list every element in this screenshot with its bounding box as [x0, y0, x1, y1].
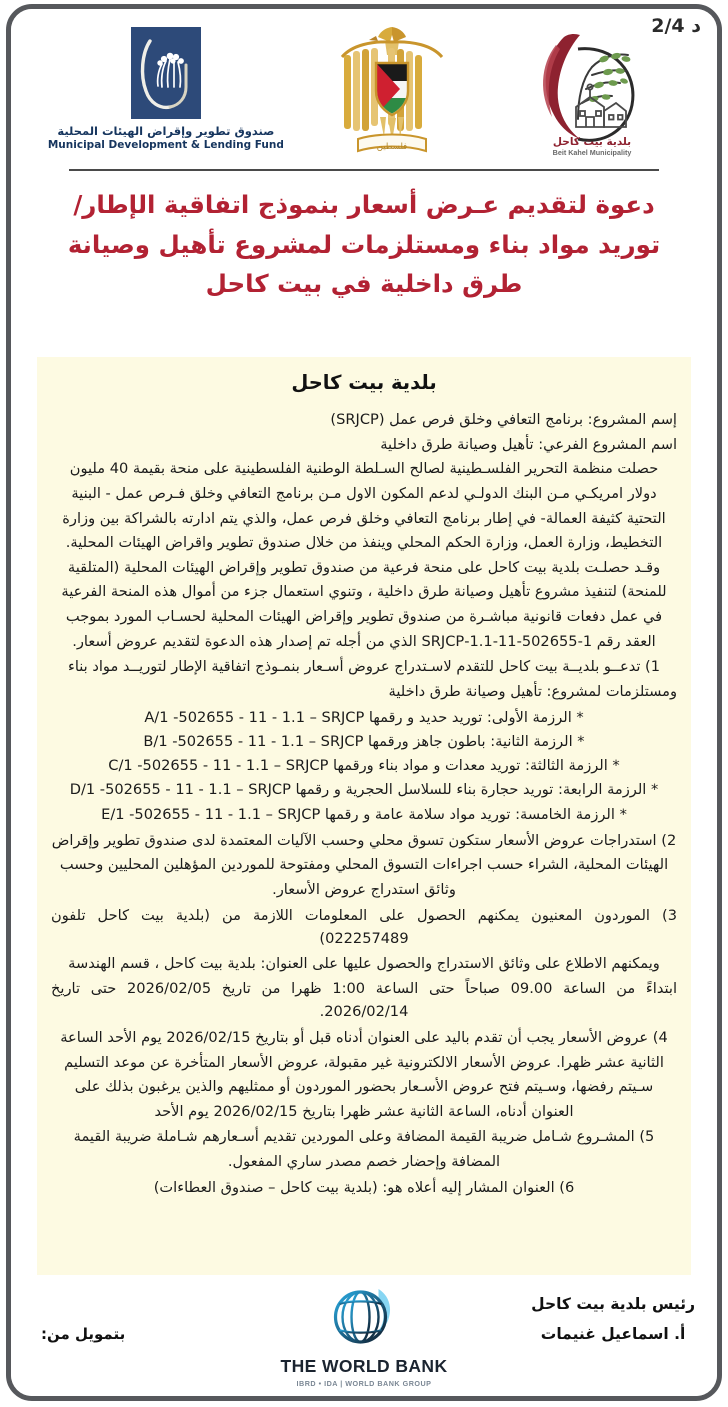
- municipality-logo-arabic: بلدية بيت كاحل: [552, 136, 631, 148]
- intro-line: التحتية كثيفة العمالة- في إطار برنامج التعافي وخلق فرص عمل، والذي يتم ادارته بالشراكة بين وزارة: [62, 509, 666, 527]
- municipality-logo: [502, 23, 677, 163]
- world-bank-subtitle: IBRD • IDA | WORLD BANK GROUP: [296, 1379, 432, 1388]
- intro-line: في عمل دفعات قانونية مباشـرة من صندوق تطوير وإقراض الهيئات المحلية لحسـاب المورد بموجب: [65, 608, 663, 626]
- intro-paragraph: [51, 457, 677, 653]
- clause-2-line: 2) استدراجات عروض الأسعار ستكون تسوق محلي وحسب الآليات المعتمدة لدى صندوق تطوير وإقراض: [51, 831, 677, 849]
- mdlf-hand-tree-icon: [136, 35, 196, 115]
- intro-line: للمنحة) لتنفيذ مشروع تأهيل وصيانة طرق داخلية ، وتنوي استعمال جزء من أموال هذه المنحة الفرعية: [61, 583, 667, 601]
- intro-line: وقـد حصلـت بلدية بيت كاحل على منحة فرعية من صندوق تطوير وإقراض الهيئات المحلية (المتلقية: [67, 558, 661, 576]
- emblem-caption: فلسطين: [376, 142, 407, 152]
- package-item: * الرزمة الثانية: باطون جاهز ورقمها B/1 -502655 - 11 - 1.1 – SRJCP: [143, 732, 585, 750]
- signature-name: أ. اسماعيل غنيمات: [540, 1325, 686, 1344]
- beit-kahel-municipality-icon: [520, 23, 660, 163]
- clause-2: [51, 829, 677, 902]
- clause-4-line: الثانية عشر ظهرا. عروض الأسعار الالكترونية غير مقبولة، عروض الأسعار المتأخرة عن موعد التسليم: [64, 1053, 664, 1071]
- package-item: * الرزمة الخامسة: توريد مواد سلامة عامة و رقمها E/1 -502655 - 11 - 1.1 – SRJCP: [101, 805, 627, 823]
- clause-2-line: الهيئات المحلية، الشراء حسب اجراءات التسوق المحلي ومفتوحة للموردين المؤهلين المحليين وحسب: [59, 856, 669, 874]
- world-bank-globe-icon: [327, 1285, 401, 1351]
- title-line-2: توريد مواد بناء ومستلزمات لمشروع تأهيل وصيانة: [67, 229, 661, 259]
- package-item: * الرزمة الثالثة: توريد معدات و مواد بناء ورقمها C/1 -502655 - 11 - 1.1 – SRJCP: [108, 757, 620, 775]
- clause-3-line: ويمكنهم الاطلاع على وثائق الاستدراج والحصول عليها على العنوان: بلدية بيت كاحل ، قسم الهندسة: [68, 954, 660, 972]
- eagle-emblem-icon: [332, 21, 452, 161]
- document-footer: [11, 1281, 717, 1396]
- world-bank-title: THE WORLD BANK: [280, 1356, 448, 1376]
- mdlf-english-name: Municipal Development & Lending Fund: [47, 139, 284, 152]
- clause-4-line: 4) عروض الأسعار يجب أن تقدم باليد على العنوان أدناه قبل أو بتاريخ 2026/02/15 يوم الأحد الساعة: [60, 1028, 668, 1046]
- clause-1-line: ومستلزمات لمشروع: تأهيل وصيانة طرق داخلية: [388, 683, 677, 701]
- clause-1-line: 1) تدعــو بلديــة بيت كاحل للتقدم لاسـتدراج عروض أسـعار بنمـوذج اتفاقية الإطار لتوريــد مواد بناء: [67, 658, 661, 676]
- clause-6-line: 6) العنوان المشار إليه أعلاه هو: (بلدية بيت كاحل – صندوق العطاءات): [153, 1178, 575, 1196]
- intro-line: العقد رقم 1-502655-11-1.1-SRJCP الذي من أجله تم إصدار هذه الدعوة لتقديم عروض أسعار.: [72, 632, 656, 650]
- intro-line: دولار امريكـي مـن البنك الدولـي لدعم المكون الاول مـن برنامج التعافي وخلق فـرص عمل - البنية: [71, 484, 657, 502]
- signature-title: رئيس بلدية بيت كاحل: [531, 1295, 695, 1313]
- document-frame: [6, 4, 722, 1401]
- subproject-name: اسم المشروع الفرعي: تأهيل وصيانة طرق داخلية: [380, 435, 677, 453]
- clause-2-line: وثائق استدراج عروض الأسعار.: [272, 881, 456, 899]
- signature-block: [531, 1289, 695, 1349]
- package-item: * الرزمة الرابعة: توريد حجارة بناء للسلاسل الحجرية و رقمها D/1 -502655 - 11 - 1.1 – SRJCP: [69, 781, 659, 799]
- clause-4-line: سـيتم رفضها، وسـيتم فتح عروض الأسـعار بحضور الموردون أو ممثليهم والذين يرغبون بذلك على: [74, 1078, 654, 1096]
- mdlf-mark-icon: [131, 27, 201, 119]
- clause-1: [51, 655, 677, 703]
- project-name: إسم المشروع: برنامج التعافي وخلق فرص عمل (SRJCP): [330, 411, 677, 428]
- title-line-1: دعوة لتقديم عـرض أسعار بنموذج اتفاقية الإطار/: [73, 190, 655, 219]
- world-bank-logo: [281, 1285, 448, 1388]
- clause-6: [51, 1176, 677, 1200]
- clause-4-line: العنوان أدناه، الساعة الثانية عشر ظهرا بتاريخ 2026/02/15 يوم الأحد: [154, 1102, 574, 1120]
- title-line-3: طرق داخلية في بيت كاحل: [205, 269, 523, 299]
- clause-3: [51, 904, 677, 1024]
- mdlf-logo-text: [48, 125, 284, 151]
- mdlf-logo: [47, 27, 284, 152]
- municipality-logo-english: Beit Kahel Municipality: [552, 148, 632, 157]
- clause-3-line: ابتداءً من الساعة 09.00 صباحاً حتى الساعة 1:00 ظهرا من تاريخ 2026/02/05 حتى تاريخ 2026/02/14.: [51, 979, 678, 1021]
- page-title: [11, 185, 717, 304]
- intro-line: التخطيط، وزارة العمل، وزارة الحكم المحلي وينفذ من خلال صندوق تطوير واقراض الهيئات المحلية.: [65, 534, 663, 552]
- clause-5-line: 5) المشـروع شـامل ضريبة القيمة المضافة وعلى الموردين تقديم أسـعارهم شـاملة ضريبة القيمة: [73, 1128, 655, 1146]
- intro-line: حصلت منظمة التحرير الفلسـطينية لصالح السـلطة الوطنية الفلسطينية على منحة بقيمة 40 مليون: [69, 460, 659, 478]
- header-divider: [69, 169, 659, 171]
- mdlf-arabic-name: صندوق تطوير وإقراض الهيئات المحلية: [57, 124, 275, 138]
- clause-3-line: 3) الموردون المعنيون يمكنهم الحصول على المعلومات اللازمة من (بلدية بيت كاحل تلفون 022257489): [51, 906, 677, 948]
- document-inner: [11, 9, 717, 1396]
- funding-label: بتمويل من:: [41, 1325, 126, 1343]
- page-marker: د 2/4: [651, 15, 701, 37]
- clause-5: [51, 1125, 677, 1173]
- clause-5-line: المضافة وإحضار خصم مصدر ساري المفعول.: [227, 1153, 501, 1171]
- package-item: * الرزمة الأولى: توريد حديد و رقمها A/1 -502655 - 11 - 1.1 – SRJCP: [144, 708, 584, 726]
- clause-4: [51, 1026, 677, 1124]
- package-list: [51, 706, 677, 827]
- announcement-body: [37, 357, 691, 1275]
- municipality-heading: بلدية بيت كاحل: [291, 371, 437, 394]
- state-emblem: [317, 21, 467, 161]
- header-logo-band: [11, 19, 717, 164]
